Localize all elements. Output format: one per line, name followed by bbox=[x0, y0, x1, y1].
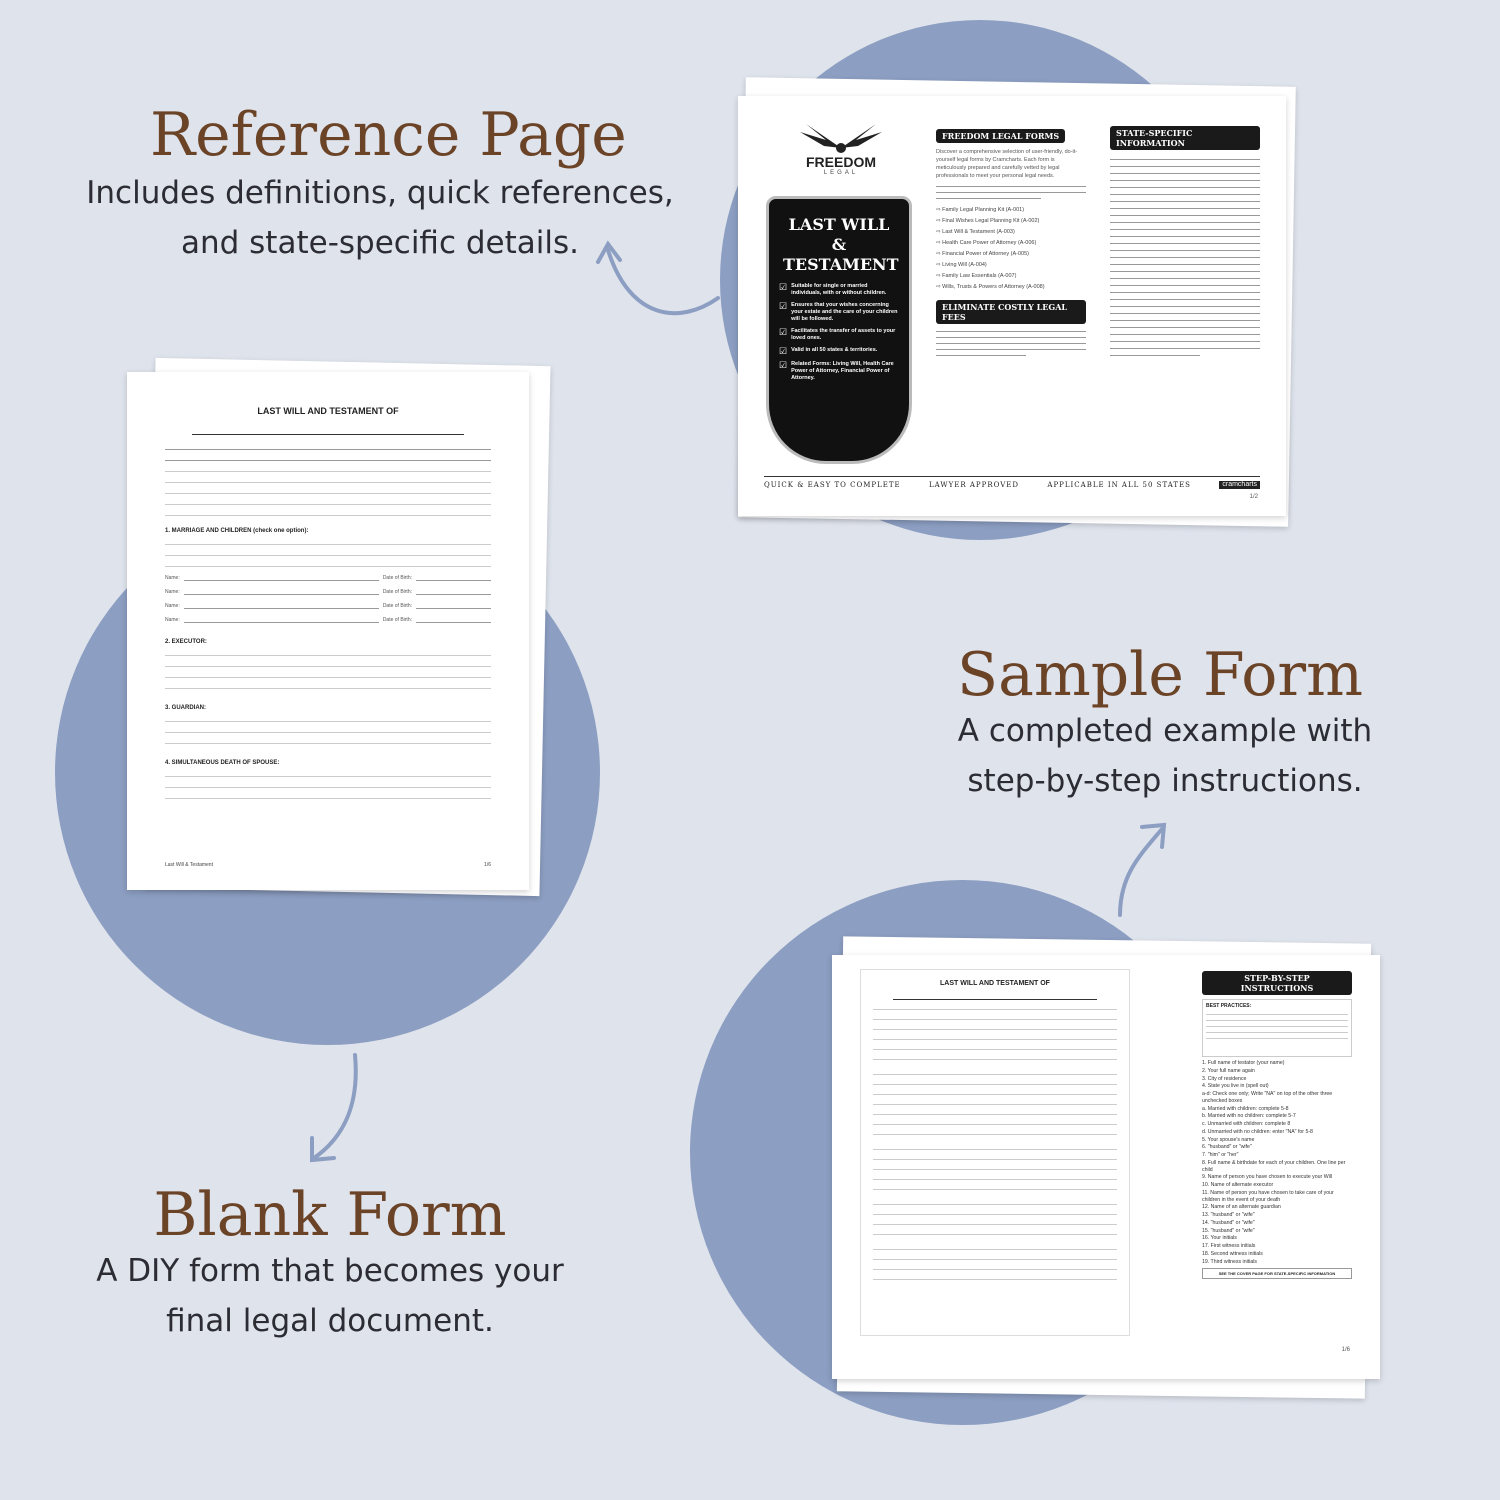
col2-header: STATE-SPECIFIC INFORMATION bbox=[1110, 126, 1260, 150]
arrow-to-blank-icon bbox=[300, 1050, 380, 1170]
brand-sub: LEGAL bbox=[823, 170, 859, 176]
instruction-step: 10. Name of alternate executor bbox=[1202, 1182, 1274, 1189]
dob-label: Date of Birth: bbox=[382, 589, 412, 595]
col1-header2: ELIMINATE COSTLY LEGAL FEES bbox=[936, 300, 1086, 324]
arrow-right-icon: ⇨ bbox=[936, 218, 943, 224]
col1-text2 bbox=[936, 331, 1086, 356]
blank-section-2: 2. EXECUTOR: bbox=[165, 639, 207, 645]
instruction-step: 3. City of residence bbox=[1202, 1075, 1247, 1082]
blank-subtitle-line2: final legal document. bbox=[166, 1303, 494, 1339]
form-list-item bbox=[936, 262, 1086, 268]
shield-bullet bbox=[779, 328, 899, 342]
reference-heading: Reference Page bbox=[150, 100, 627, 170]
form-list-item bbox=[936, 229, 1086, 235]
form-list-item-label: Family Law Essentials (A-007) bbox=[942, 273, 1017, 279]
brand-name: FREEDOM bbox=[806, 154, 876, 170]
instruction-step: 11. Name of person you have chosen to take care of your children in the event of your death bbox=[1202, 1189, 1334, 1203]
form-list-item bbox=[936, 273, 1086, 279]
dob-field[interactable] bbox=[416, 616, 491, 623]
name-label: Name: bbox=[165, 575, 180, 581]
dob-label: Date of Birth: bbox=[382, 603, 412, 609]
form-list-item-label: Living Will (A-004) bbox=[942, 262, 987, 268]
blank-subtitle-line1: A DIY form that becomes your bbox=[96, 1253, 564, 1289]
sample-page-number: 1/6 bbox=[1341, 1347, 1350, 1353]
instruction-step: 4. State you live in (spell out) bbox=[1202, 1083, 1269, 1090]
dob-field[interactable] bbox=[416, 574, 491, 581]
form-list-item-label: Final Wishes Legal Planning Kit (A-002) bbox=[942, 218, 1040, 224]
shield-bullet-text: Ensures that your wishes concerning your estate and the care of your children will be followed. bbox=[791, 302, 898, 322]
dob-field[interactable] bbox=[416, 588, 491, 595]
sample-instructions bbox=[1202, 971, 1352, 1279]
form-list-item-label: Wills, Trusts & Powers of Attorney (A-008) bbox=[942, 284, 1045, 290]
shield-bullet-text: Related Forms: Living Will, Health Care Power of Attorney, Financial Power of Attorney. bbox=[791, 361, 894, 381]
best-practices-label: BEST PRACTICES: bbox=[1206, 1003, 1252, 1009]
reference-subtitle-line1: Includes definitions, quick references, bbox=[86, 175, 674, 211]
checkbox-icon: ☑ bbox=[779, 301, 788, 311]
dob-label: Date of Birth: bbox=[382, 575, 412, 581]
forms-list bbox=[936, 207, 1086, 290]
col1-filler bbox=[936, 186, 1086, 199]
blank-heading: Blank Form bbox=[153, 1180, 507, 1250]
checkbox-icon: ☑ bbox=[779, 346, 788, 356]
name-field[interactable] bbox=[184, 588, 379, 595]
sample-subtitle-line2: step-by-step instructions. bbox=[967, 763, 1363, 799]
blank-section-3: 3. GUARDIAN: bbox=[165, 705, 207, 711]
arrow-right-icon: ⇨ bbox=[936, 251, 943, 257]
blank-form-body bbox=[127, 449, 529, 799]
instruction-step: 1. Full name of testator (your name) bbox=[1202, 1060, 1285, 1066]
instruction-step: 8. Full name & birthdate for each of your children. One line per child bbox=[1202, 1159, 1346, 1173]
dob-field[interactable] bbox=[416, 602, 491, 609]
sample-heading: Sample Form bbox=[957, 640, 1363, 710]
arrow-right-icon: ⇨ bbox=[936, 262, 943, 268]
instruction-step: b. Married with no children: complete 5-7 bbox=[1202, 1113, 1296, 1120]
form-list-item-label: Health Care Power of Attorney (A-006) bbox=[942, 240, 1037, 246]
shield-title: LAST WILL & TESTAMENT bbox=[783, 215, 899, 274]
shield-bullet-text: Facilitates the transfer of assets to your loved ones. bbox=[791, 328, 896, 341]
blank-section-4: 4. SIMULTANEOUS DEATH OF SPOUSE: bbox=[165, 760, 280, 766]
instruction-step: a-d: Check one only; Write "NA" on top of the other three unchecked boxes bbox=[1202, 1091, 1333, 1104]
footer-item-3: APPLICABLE IN ALL 50 STATES bbox=[1047, 481, 1191, 489]
blank-form-footer bbox=[165, 862, 491, 868]
col1-header: FREEDOM LEGAL FORMS bbox=[936, 129, 1065, 143]
dob-label: Date of Birth: bbox=[382, 617, 412, 623]
name-label: Name: bbox=[165, 617, 180, 623]
instruction-step: 12. Name of an alternate guardian bbox=[1202, 1204, 1281, 1211]
footer-brand: cramcharts bbox=[1219, 481, 1260, 489]
shield-bullets bbox=[769, 283, 909, 382]
instruction-step: 9. Name of person you have chosen to execute your Will bbox=[1202, 1174, 1333, 1181]
name-row bbox=[165, 574, 491, 581]
instruction-step: d. Unmarried with no children: enter "NA" for 5-8 bbox=[1202, 1128, 1313, 1135]
form-list-item bbox=[936, 207, 1086, 213]
best-practices-box bbox=[1202, 999, 1352, 1057]
col1-text: Discover a comprehensive selection of user-friendly, do-it-yourself legal forms by Cramcharts. Each form is meticulously prepared and carefully vetted by legal professionals to meet your personal legal needs. bbox=[936, 149, 1078, 179]
shield-bullet bbox=[779, 347, 899, 356]
arrow-to-sample-icon bbox=[1100, 815, 1180, 925]
blank-section-1: 1. MARRIAGE AND CHILDREN (check one option): bbox=[165, 528, 309, 534]
name-field[interactable] bbox=[184, 574, 379, 581]
blank-form-title: LAST WILL AND TESTAMENT OF bbox=[257, 406, 399, 416]
instruction-step: 2. Your full name again bbox=[1202, 1067, 1255, 1074]
arrow-to-reference-icon bbox=[590, 230, 730, 330]
arrow-right-icon: ⇨ bbox=[936, 240, 943, 246]
instruction-step: 18. Second witness initials bbox=[1202, 1250, 1263, 1257]
name-label: Name: bbox=[165, 589, 180, 595]
instruction-step: 14. "husband" or "wife" bbox=[1202, 1219, 1255, 1226]
reference-subtitle-line2: and state-specific details. bbox=[180, 225, 579, 261]
shield-bullet-text: Valid in all 50 states & territories. bbox=[791, 347, 878, 353]
form-list-item-label: Financial Power of Attorney (A-005) bbox=[942, 251, 1029, 257]
instruction-step: 15. "husband" or "wife" bbox=[1202, 1227, 1255, 1234]
form-list-item bbox=[936, 251, 1086, 257]
instruction-step: 17. First witness initials bbox=[1202, 1243, 1256, 1250]
name-row bbox=[165, 588, 491, 595]
arrow-right-icon: ⇨ bbox=[936, 284, 943, 290]
shield-bullet bbox=[779, 361, 899, 382]
arrow-right-icon: ⇨ bbox=[936, 229, 943, 235]
name-row bbox=[165, 616, 491, 623]
reference-page-number: 1/2 bbox=[1249, 494, 1258, 500]
arrow-right-icon: ⇨ bbox=[936, 207, 943, 213]
instruction-step: c. Unmarried with children: complete 8 bbox=[1202, 1121, 1291, 1128]
name-field[interactable] bbox=[184, 602, 379, 609]
form-list-item-label: Family Legal Planning Kit (A-001) bbox=[942, 207, 1025, 213]
eagle-logo-icon bbox=[796, 118, 886, 156]
checkbox-icon: ☑ bbox=[779, 282, 788, 292]
instruction-step: 6. "husband" or "wife" bbox=[1202, 1144, 1252, 1151]
blank-form bbox=[127, 372, 529, 890]
sample-inner-form bbox=[860, 969, 1130, 1336]
instructions-header: STEP-BY-STEP INSTRUCTIONS bbox=[1202, 971, 1352, 995]
name-label: Name: bbox=[165, 603, 180, 609]
shield-bullet bbox=[779, 283, 899, 297]
shield bbox=[766, 196, 912, 464]
blank-page-number: 1/6 bbox=[484, 862, 491, 868]
checkbox-icon: ☑ bbox=[779, 360, 788, 370]
blank-subtitle bbox=[70, 1246, 590, 1346]
shield-bullet bbox=[779, 302, 899, 323]
form-list-item bbox=[936, 218, 1086, 224]
reference-footer bbox=[764, 476, 1260, 489]
blank-name-rows bbox=[165, 574, 491, 623]
steps-list bbox=[1202, 1060, 1352, 1265]
instruction-step: 7. "him" or "her" bbox=[1202, 1152, 1239, 1159]
footer-item-1: QUICK & EASY TO COMPLETE bbox=[764, 481, 901, 489]
footer-item-2: LAWYER APPROVED bbox=[929, 481, 1019, 489]
sample-form bbox=[832, 955, 1380, 1379]
see-cover-note: SEE THE COVER PAGE FOR STATE-SPECIFIC INFORMATION bbox=[1202, 1268, 1352, 1279]
form-list-item bbox=[936, 284, 1086, 290]
instruction-step: 16. Your initials bbox=[1202, 1235, 1237, 1242]
arrow-right-icon: ⇨ bbox=[936, 273, 943, 279]
checkbox-icon: ☑ bbox=[779, 327, 788, 337]
name-field[interactable] bbox=[184, 616, 379, 623]
instruction-step: a. Married with children: complete 5-8 bbox=[1202, 1105, 1289, 1112]
sample-form-title: LAST WILL AND TESTAMENT OF bbox=[940, 980, 1050, 987]
instruction-step: 13. "husband" or "wife" bbox=[1202, 1212, 1255, 1219]
reference-page bbox=[738, 96, 1286, 516]
col2-text bbox=[1110, 159, 1260, 356]
form-list-item-label: Last Will & Testament (A-003) bbox=[942, 229, 1015, 235]
shield-bullet-text: Suitable for single or married individuals, with or without children. bbox=[791, 283, 887, 296]
sample-subtitle-line1: A completed example with bbox=[957, 713, 1373, 749]
name-row bbox=[165, 602, 491, 609]
instruction-step: 5. Your spouse's name bbox=[1202, 1136, 1255, 1143]
blank-footer-left: Last Will & Testament bbox=[165, 862, 213, 868]
sample-subtitle bbox=[930, 706, 1400, 806]
form-list-item bbox=[936, 240, 1086, 246]
instruction-step: 19. Third witness initials bbox=[1202, 1258, 1257, 1265]
